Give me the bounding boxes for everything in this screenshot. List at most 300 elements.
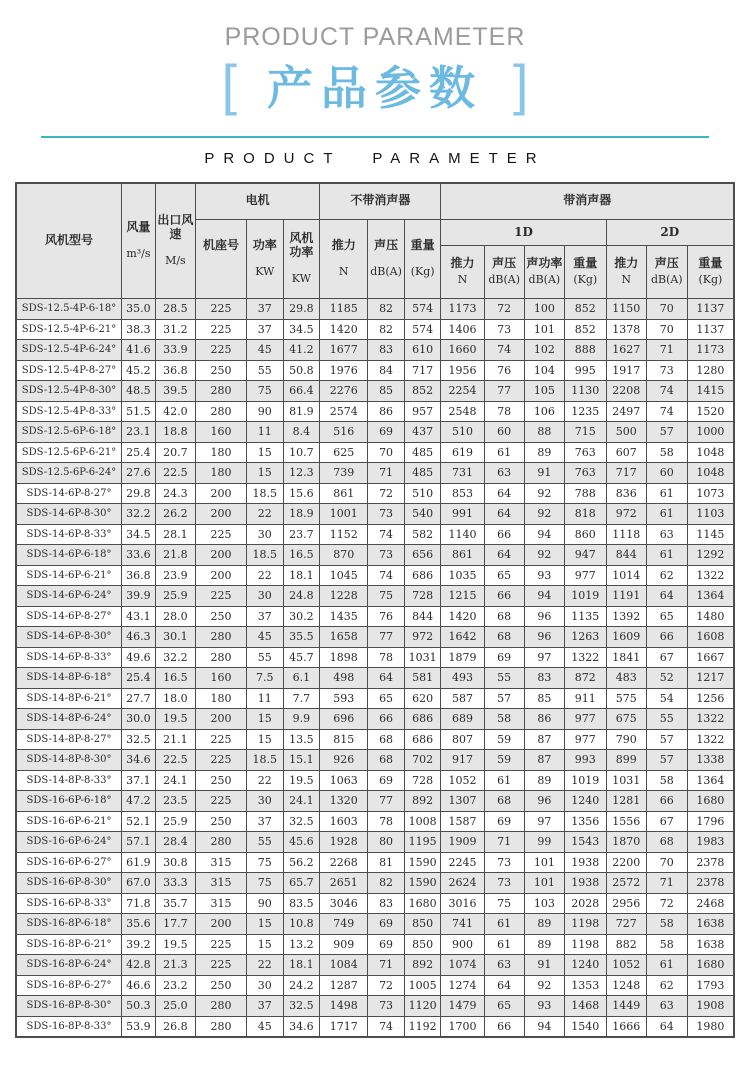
- fan-power-cell: 15.6: [283, 483, 320, 504]
- frame-size-cell: 200: [195, 914, 246, 935]
- outlet-speed-cell: 30.8: [155, 852, 195, 873]
- spl-2d-cell: 54: [646, 688, 687, 709]
- spl-2d-cell: 61: [646, 955, 687, 976]
- thrust-plain-cell: 1658: [320, 627, 368, 648]
- spl-1d-cell: 73: [484, 319, 524, 340]
- thrust-1d-cell: 493: [441, 668, 484, 689]
- thrust-2d-cell: 1666: [606, 1016, 646, 1037]
- thrust-plain-cell: 1084: [320, 955, 368, 976]
- power-cell: 55: [246, 647, 283, 668]
- spl-2d-cell: 68: [646, 832, 687, 853]
- weight-plain-cell: 1680: [404, 893, 441, 914]
- table-row: [16, 791, 734, 812]
- thrust-1d-cell: 587: [441, 688, 484, 709]
- spl-1d-cell: 65: [484, 565, 524, 586]
- weight-1d-cell: 818: [564, 504, 606, 525]
- spl-1d-cell: 75: [484, 893, 524, 914]
- table-row: [16, 750, 734, 771]
- frame-size-cell: 280: [195, 647, 246, 668]
- table-body: [16, 299, 734, 1038]
- weight-plain-cell: 844: [404, 606, 441, 627]
- swl-1d-cell: 102: [524, 340, 564, 361]
- table-row: [16, 483, 734, 504]
- spl-plain-cell: 86: [368, 401, 405, 422]
- thrust-plain-cell: 2276: [320, 381, 368, 402]
- air-volume-cell: 27.7: [122, 688, 156, 709]
- power-cell: 55: [246, 360, 283, 381]
- weight-1d-cell: 872: [564, 668, 606, 689]
- thrust-plain-cell: 2574: [320, 401, 368, 422]
- weight-2d-cell: 1338: [687, 750, 734, 771]
- fan-power-cell: 24.2: [283, 975, 320, 996]
- fan-power-cell: 12.3: [283, 463, 320, 484]
- power-cell: 37: [246, 606, 283, 627]
- thrust-1d-cell: 731: [441, 463, 484, 484]
- spl-1d-cell: 61: [484, 442, 524, 463]
- title-english-top: PRODUCT PARAMETER: [224, 23, 526, 51]
- spl-plain-cell: 74: [368, 524, 405, 545]
- right-bracket-decoration: ]: [513, 53, 529, 117]
- model-cell: SDS-14-8P-6-18°: [16, 668, 122, 689]
- weight-1d-cell: 1543: [564, 832, 606, 853]
- thrust-2d-cell: 1917: [606, 360, 646, 381]
- air-volume-cell: 23.1: [122, 422, 156, 443]
- weight-1d-cell: 995: [564, 360, 606, 381]
- outlet-speed-cell: 33.3: [155, 873, 195, 894]
- col-header-weight-1d: 重量 (Kg): [564, 246, 606, 299]
- model-cell: SDS-16-8P-6-21°: [16, 934, 122, 955]
- fan-power-cell: 56.2: [283, 852, 320, 873]
- spl-2d-cell: 57: [646, 750, 687, 771]
- air-volume-cell: 38.3: [122, 319, 156, 340]
- outlet-speed-cell: 21.8: [155, 545, 195, 566]
- swl-1d-cell: 101: [524, 873, 564, 894]
- table-row: [16, 381, 734, 402]
- weight-plain-cell: 581: [404, 668, 441, 689]
- swl-1d-cell: 85: [524, 688, 564, 709]
- spl-1d-cell: 57: [484, 688, 524, 709]
- title-chinese-row: [0, 53, 750, 120]
- model-cell: SDS-14-8P-6-21°: [16, 688, 122, 709]
- spl-1d-cell: 66: [484, 1016, 524, 1037]
- weight-1d-cell: 1468: [564, 996, 606, 1017]
- spl-2d-cell: 66: [646, 791, 687, 812]
- thrust-plain-cell: 870: [320, 545, 368, 566]
- spl-plain-cell: 73: [368, 996, 405, 1017]
- swl-1d-cell: 99: [524, 832, 564, 853]
- air-volume-cell: 32.5: [122, 729, 156, 750]
- power-cell: 7.5: [246, 668, 283, 689]
- thrust-2d-cell: 1191: [606, 586, 646, 607]
- col-header-thrust-plain: 推力 N: [320, 220, 368, 299]
- thrust-1d-cell: 741: [441, 914, 484, 935]
- table-row: [16, 975, 734, 996]
- weight-2d-cell: 1048: [687, 442, 734, 463]
- thrust-plain-cell: 815: [320, 729, 368, 750]
- thrust-1d-cell: 1140: [441, 524, 484, 545]
- thrust-1d-cell: 1052: [441, 770, 484, 791]
- air-volume-cell: 41.6: [122, 340, 156, 361]
- frame-size-cell: 200: [195, 483, 246, 504]
- thrust-plain-cell: 1677: [320, 340, 368, 361]
- col-header-weight-2d: 重量 (Kg): [687, 246, 734, 299]
- weight-plain-cell: 686: [404, 565, 441, 586]
- spl-2d-cell: 58: [646, 770, 687, 791]
- swl-1d-cell: 105: [524, 381, 564, 402]
- spl-1d-cell: 73: [484, 852, 524, 873]
- weight-2d-cell: 1103: [687, 504, 734, 525]
- fan-power-cell: 9.9: [283, 709, 320, 730]
- weight-plain-cell: 972: [404, 627, 441, 648]
- frame-size-cell: 225: [195, 955, 246, 976]
- swl-1d-cell: 87: [524, 750, 564, 771]
- thrust-2d-cell: 1014: [606, 565, 646, 586]
- outlet-speed-cell: 35.7: [155, 893, 195, 914]
- air-volume-cell: 39.9: [122, 586, 156, 607]
- weight-1d-cell: 1198: [564, 914, 606, 935]
- spl-plain-cell: 70: [368, 442, 405, 463]
- table-row: [16, 709, 734, 730]
- weight-2d-cell: 1000: [687, 422, 734, 443]
- air-volume-cell: 43.1: [122, 606, 156, 627]
- fan-power-cell: 23.7: [283, 524, 320, 545]
- spl-plain-cell: 64: [368, 668, 405, 689]
- weight-2d-cell: 1073: [687, 483, 734, 504]
- swl-1d-cell: 97: [524, 811, 564, 832]
- weight-plain-cell: 620: [404, 688, 441, 709]
- spl-1d-cell: 64: [484, 483, 524, 504]
- weight-plain-cell: 728: [404, 770, 441, 791]
- weight-1d-cell: 2028: [564, 893, 606, 914]
- frame-size-cell: 200: [195, 504, 246, 525]
- weight-1d-cell: 911: [564, 688, 606, 709]
- weight-1d-cell: 1356: [564, 811, 606, 832]
- model-cell: SDS-12.5-4P-8-33°: [16, 401, 122, 422]
- air-volume-cell: 35.6: [122, 914, 156, 935]
- power-cell: 18.5: [246, 545, 283, 566]
- power-cell: 37: [246, 811, 283, 832]
- weight-1d-cell: 947: [564, 545, 606, 566]
- weight-plain-cell: 582: [404, 524, 441, 545]
- table-row: [16, 893, 734, 914]
- weight-plain-cell: 852: [404, 381, 441, 402]
- thrust-1d-cell: 2254: [441, 381, 484, 402]
- fan-power-cell: 45.6: [283, 832, 320, 853]
- spl-1d-cell: 63: [484, 463, 524, 484]
- spl-1d-cell: 66: [484, 586, 524, 607]
- spl-2d-cell: 58: [646, 914, 687, 935]
- weight-plain-cell: 717: [404, 360, 441, 381]
- spl-2d-cell: 64: [646, 1016, 687, 1037]
- power-cell: 15: [246, 709, 283, 730]
- table-row: [16, 606, 734, 627]
- outlet-speed-cell: 31.2: [155, 319, 195, 340]
- swl-1d-cell: 92: [524, 504, 564, 525]
- power-cell: 11: [246, 422, 283, 443]
- thrust-plain-cell: 2651: [320, 873, 368, 894]
- group-header-motor: 电机: [195, 183, 319, 220]
- weight-2d-cell: 1608: [687, 627, 734, 648]
- swl-1d-cell: 89: [524, 442, 564, 463]
- power-cell: 30: [246, 586, 283, 607]
- table-row: [16, 360, 734, 381]
- frame-size-cell: 225: [195, 729, 246, 750]
- spl-2d-cell: 72: [646, 893, 687, 914]
- power-cell: 15: [246, 729, 283, 750]
- weight-1d-cell: 1938: [564, 873, 606, 894]
- thrust-plain-cell: 1603: [320, 811, 368, 832]
- frame-size-cell: 200: [195, 545, 246, 566]
- table-row: [16, 299, 734, 320]
- thrust-2d-cell: 1281: [606, 791, 646, 812]
- air-volume-cell: 53.9: [122, 1016, 156, 1037]
- model-cell: SDS-16-8P-6-18°: [16, 914, 122, 935]
- weight-plain-cell: 574: [404, 319, 441, 340]
- air-volume-cell: 30.0: [122, 709, 156, 730]
- left-bracket-decoration: [: [221, 53, 237, 117]
- frame-size-cell: 225: [195, 319, 246, 340]
- model-cell: SDS-16-8P-6-27°: [16, 975, 122, 996]
- swl-1d-cell: 97: [524, 647, 564, 668]
- power-cell: 30: [246, 524, 283, 545]
- col-header-model: 风机型号: [16, 183, 122, 299]
- power-cell: 55: [246, 832, 283, 853]
- thrust-2d-cell: 2572: [606, 873, 646, 894]
- air-volume-cell: 45.2: [122, 360, 156, 381]
- frame-size-cell: 280: [195, 401, 246, 422]
- swl-1d-cell: 89: [524, 770, 564, 791]
- swl-1d-cell: 92: [524, 483, 564, 504]
- frame-size-cell: 280: [195, 996, 246, 1017]
- thrust-1d-cell: 1274: [441, 975, 484, 996]
- outlet-speed-cell: 32.2: [155, 647, 195, 668]
- weight-1d-cell: 1263: [564, 627, 606, 648]
- spl-plain-cell: 82: [368, 319, 405, 340]
- weight-1d-cell: 852: [564, 319, 606, 340]
- thrust-1d-cell: 991: [441, 504, 484, 525]
- weight-plain-cell: 610: [404, 340, 441, 361]
- spl-plain-cell: 73: [368, 545, 405, 566]
- table-row: [16, 442, 734, 463]
- model-cell: SDS-16-6P-8-30°: [16, 873, 122, 894]
- outlet-speed-cell: 17.7: [155, 914, 195, 935]
- fan-power-cell: 66.4: [283, 381, 320, 402]
- frame-size-cell: 315: [195, 893, 246, 914]
- thrust-1d-cell: 510: [441, 422, 484, 443]
- thrust-2d-cell: 575: [606, 688, 646, 709]
- weight-1d-cell: 977: [564, 565, 606, 586]
- swl-1d-cell: 94: [524, 524, 564, 545]
- weight-2d-cell: 1983: [687, 832, 734, 853]
- spl-plain-cell: 71: [368, 463, 405, 484]
- swl-1d-cell: 96: [524, 606, 564, 627]
- weight-plain-cell: 510: [404, 483, 441, 504]
- thrust-1d-cell: 1035: [441, 565, 484, 586]
- col-header-swl-1d: 声功率 dB(A): [524, 246, 564, 299]
- outlet-speed-cell: 30.1: [155, 627, 195, 648]
- power-cell: 22: [246, 770, 283, 791]
- thrust-plain-cell: 498: [320, 668, 368, 689]
- power-cell: 90: [246, 401, 283, 422]
- outlet-speed-cell: 20.7: [155, 442, 195, 463]
- weight-2d-cell: 1793: [687, 975, 734, 996]
- table-row: [16, 852, 734, 873]
- thrust-plain-cell: 1287: [320, 975, 368, 996]
- model-cell: SDS-12.5-6P-6-24°: [16, 463, 122, 484]
- thrust-2d-cell: 727: [606, 914, 646, 935]
- thrust-plain-cell: 1498: [320, 996, 368, 1017]
- weight-1d-cell: 852: [564, 299, 606, 320]
- swl-1d-cell: 94: [524, 586, 564, 607]
- table-row: [16, 729, 734, 750]
- weight-plain-cell: 485: [404, 463, 441, 484]
- thrust-1d-cell: 807: [441, 729, 484, 750]
- col-header-spl-plain: 声压 dB(A): [368, 220, 405, 299]
- spl-plain-cell: 69: [368, 934, 405, 955]
- air-volume-cell: 27.6: [122, 463, 156, 484]
- weight-2d-cell: 1137: [687, 319, 734, 340]
- power-cell: 22: [246, 955, 283, 976]
- swl-1d-cell: 101: [524, 319, 564, 340]
- swl-1d-cell: 96: [524, 627, 564, 648]
- thrust-2d-cell: 882: [606, 934, 646, 955]
- thrust-plain-cell: 861: [320, 483, 368, 504]
- fan-power-cell: 24.1: [283, 791, 320, 812]
- thrust-1d-cell: 917: [441, 750, 484, 771]
- table-row: [16, 319, 734, 340]
- spl-1d-cell: 61: [484, 914, 524, 935]
- outlet-speed-cell: 36.8: [155, 360, 195, 381]
- spl-2d-cell: 74: [646, 401, 687, 422]
- air-volume-cell: 49.6: [122, 647, 156, 668]
- spl-plain-cell: 80: [368, 832, 405, 853]
- spl-2d-cell: 57: [646, 422, 687, 443]
- weight-plain-cell: 574: [404, 299, 441, 320]
- weight-plain-cell: 686: [404, 709, 441, 730]
- spl-1d-cell: 55: [484, 668, 524, 689]
- swl-1d-cell: 87: [524, 729, 564, 750]
- spl-1d-cell: 64: [484, 504, 524, 525]
- weight-2d-cell: 1322: [687, 565, 734, 586]
- power-cell: 90: [246, 893, 283, 914]
- weight-plain-cell: 1120: [404, 996, 441, 1017]
- thrust-2d-cell: 2208: [606, 381, 646, 402]
- thrust-1d-cell: 2245: [441, 852, 484, 873]
- air-volume-cell: 57.1: [122, 832, 156, 853]
- weight-2d-cell: 1280: [687, 360, 734, 381]
- table-row: [16, 1016, 734, 1037]
- thrust-2d-cell: 790: [606, 729, 646, 750]
- spl-1d-cell: 68: [484, 606, 524, 627]
- air-volume-cell: 36.8: [122, 565, 156, 586]
- air-volume-cell: 46.3: [122, 627, 156, 648]
- weight-1d-cell: 977: [564, 709, 606, 730]
- thrust-plain-cell: 2268: [320, 852, 368, 873]
- page-header: [0, 0, 750, 167]
- frame-size-cell: 225: [195, 340, 246, 361]
- spl-1d-cell: 72: [484, 299, 524, 320]
- swl-1d-cell: 89: [524, 914, 564, 935]
- weight-2d-cell: 1048: [687, 463, 734, 484]
- weight-plain-cell: 728: [404, 586, 441, 607]
- weight-1d-cell: 1135: [564, 606, 606, 627]
- frame-size-cell: 250: [195, 770, 246, 791]
- spl-2d-cell: 63: [646, 524, 687, 545]
- air-volume-cell: 34.5: [122, 524, 156, 545]
- frame-size-cell: 250: [195, 811, 246, 832]
- air-volume-cell: 71.8: [122, 893, 156, 914]
- col-header-outlet-speed: 出口风速 M/s: [155, 183, 195, 299]
- swl-1d-cell: 101: [524, 852, 564, 873]
- fan-power-cell: 8.4: [283, 422, 320, 443]
- fan-power-cell: 41.2: [283, 340, 320, 361]
- thrust-1d-cell: 2548: [441, 401, 484, 422]
- spl-plain-cell: 68: [368, 729, 405, 750]
- fan-power-cell: 10.8: [283, 914, 320, 935]
- outlet-speed-cell: 28.0: [155, 606, 195, 627]
- fan-power-cell: 10.7: [283, 442, 320, 463]
- swl-1d-cell: 103: [524, 893, 564, 914]
- frame-size-cell: 200: [195, 565, 246, 586]
- fan-power-cell: 65.7: [283, 873, 320, 894]
- table-row: [16, 873, 734, 894]
- spl-1d-cell: 63: [484, 955, 524, 976]
- thrust-plain-cell: 1152: [320, 524, 368, 545]
- group-header-2d: 2D: [606, 220, 734, 246]
- outlet-speed-cell: 25.0: [155, 996, 195, 1017]
- model-cell: SDS-16-6P-6-21°: [16, 811, 122, 832]
- weight-plain-cell: 1005: [404, 975, 441, 996]
- weight-2d-cell: 1292: [687, 545, 734, 566]
- thrust-2d-cell: 899: [606, 750, 646, 771]
- frame-size-cell: 225: [195, 524, 246, 545]
- table-row: [16, 832, 734, 853]
- weight-1d-cell: 1353: [564, 975, 606, 996]
- thrust-plain-cell: 1063: [320, 770, 368, 791]
- fan-power-cell: 13.2: [283, 934, 320, 955]
- weight-2d-cell: 1520: [687, 401, 734, 422]
- table-row: [16, 955, 734, 976]
- spl-2d-cell: 63: [646, 996, 687, 1017]
- title-english-bottom: PRODUCT PARAMETER: [204, 149, 546, 167]
- spl-plain-cell: 77: [368, 791, 405, 812]
- outlet-speed-cell: 28.5: [155, 299, 195, 320]
- table-row: [16, 504, 734, 525]
- thrust-1d-cell: 1700: [441, 1016, 484, 1037]
- table-row: [16, 463, 734, 484]
- spl-plain-cell: 69: [368, 914, 405, 935]
- model-cell: SDS-16-8P-8-33°: [16, 1016, 122, 1037]
- divider-line: [41, 136, 709, 138]
- table-row: [16, 340, 734, 361]
- model-cell: SDS-14-6P-8-30°: [16, 627, 122, 648]
- spl-1d-cell: 60: [484, 422, 524, 443]
- thrust-plain-cell: 1717: [320, 1016, 368, 1037]
- spl-1d-cell: 78: [484, 401, 524, 422]
- swl-1d-cell: 94: [524, 1016, 564, 1037]
- frame-size-cell: 280: [195, 627, 246, 648]
- spl-plain-cell: 69: [368, 422, 405, 443]
- weight-1d-cell: 860: [564, 524, 606, 545]
- table-row: [16, 401, 734, 422]
- power-cell: 15: [246, 442, 283, 463]
- model-cell: SDS-14-6P-6-24°: [16, 586, 122, 607]
- fan-power-cell: 18.9: [283, 504, 320, 525]
- spl-1d-cell: 69: [484, 811, 524, 832]
- thrust-2d-cell: 1870: [606, 832, 646, 853]
- spl-plain-cell: 72: [368, 975, 405, 996]
- outlet-speed-cell: 28.4: [155, 832, 195, 853]
